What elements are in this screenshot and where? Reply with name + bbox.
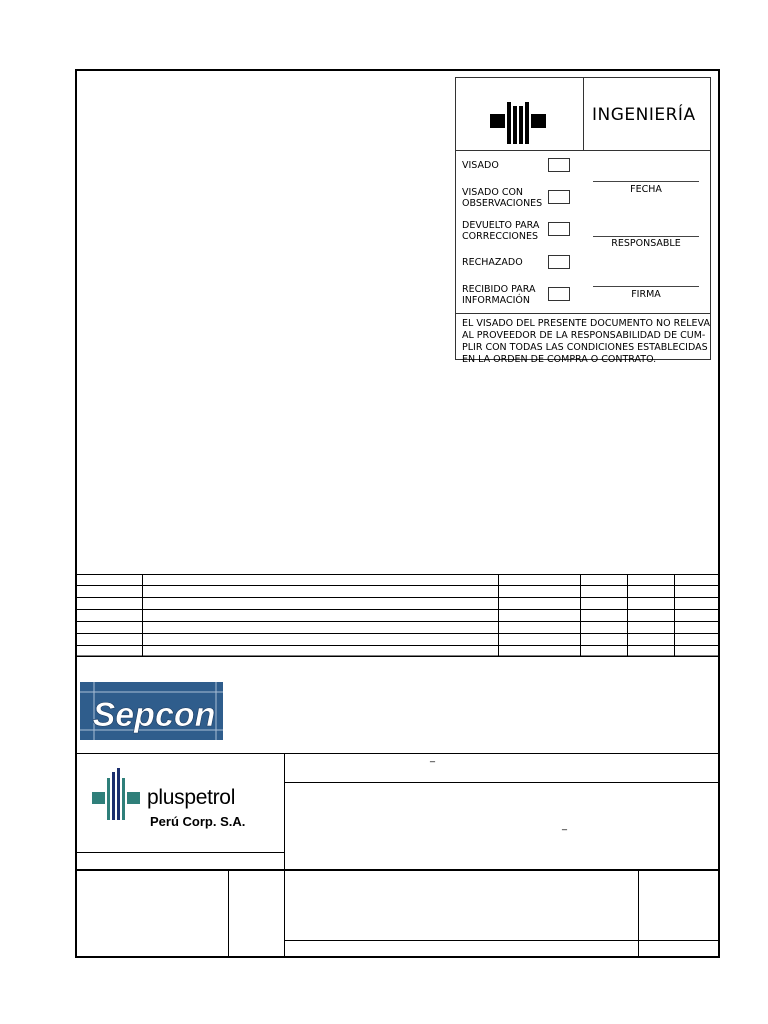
sepcon-wordmark: Sepcon	[92, 696, 216, 734]
client-row-line	[76, 852, 284, 853]
option-devuelto-para-correcciones: DEVUELTO PARA CORRECCIONES	[462, 220, 540, 242]
bottom-col-3	[638, 870, 639, 958]
sepcon-logo	[80, 680, 234, 744]
title-block-divider	[76, 753, 720, 754]
option-visado-con-observaciones: VISADO CON OBSERVACIONES	[462, 187, 543, 209]
approval-stamp	[455, 77, 711, 365]
responsable-line	[593, 236, 699, 237]
project-dash: _	[430, 752, 435, 763]
option-visado: VISADO	[462, 160, 499, 171]
pluspetrol-subtitle: Perú Corp. S.A.	[150, 814, 246, 829]
bottom-row-line	[284, 940, 720, 941]
responsable-label: RESPONSABLE	[611, 238, 681, 249]
pluspetrol-logo	[92, 766, 282, 829]
fecha-label: FECHA	[630, 184, 662, 195]
checkbox-visado[interactable]	[548, 158, 570, 172]
bottom-block-divider	[76, 869, 720, 871]
bottom-col-1	[228, 870, 229, 958]
revision-table	[76, 574, 720, 657]
checkbox-devuelto-para-correcciones[interactable]	[548, 222, 570, 236]
stamp-disclaimer: EL VISADO DEL PRESENTE DOCUMENTO NO RELEVA AL PROVEEDOR DE LA RESPONSABILIDAD DE CUM- PLIR CON TODAS LAS CONDICIONES ESTABLECIDAS EN LA ORDEN DE COMPRA O CONTRATO.	[462, 318, 710, 365]
title-dash: _	[562, 820, 567, 831]
option-rechazado: RECHAZADO	[462, 257, 523, 268]
checkbox-recibido-para-informacion[interactable]	[548, 287, 570, 301]
pluspetrol-wordmark: pluspetrol	[147, 786, 236, 809]
pluspetrol-emblem-icon	[92, 768, 144, 820]
checkbox-rechazado[interactable]	[548, 255, 570, 269]
checkbox-visado-con-observaciones[interactable]	[548, 190, 570, 204]
stamp-title: INGENIERÍA	[592, 105, 696, 125]
project-row-line	[284, 782, 720, 783]
option-recibido-para-informacion: RECIBIDO PARA INFORMACIÓN	[462, 284, 536, 306]
fecha-line	[593, 181, 699, 182]
title-block-split	[284, 753, 285, 870]
firma-line	[593, 286, 699, 287]
company-emblem-icon	[490, 102, 548, 144]
bottom-col-2	[284, 870, 285, 958]
firma-label: FIRMA	[631, 289, 661, 300]
